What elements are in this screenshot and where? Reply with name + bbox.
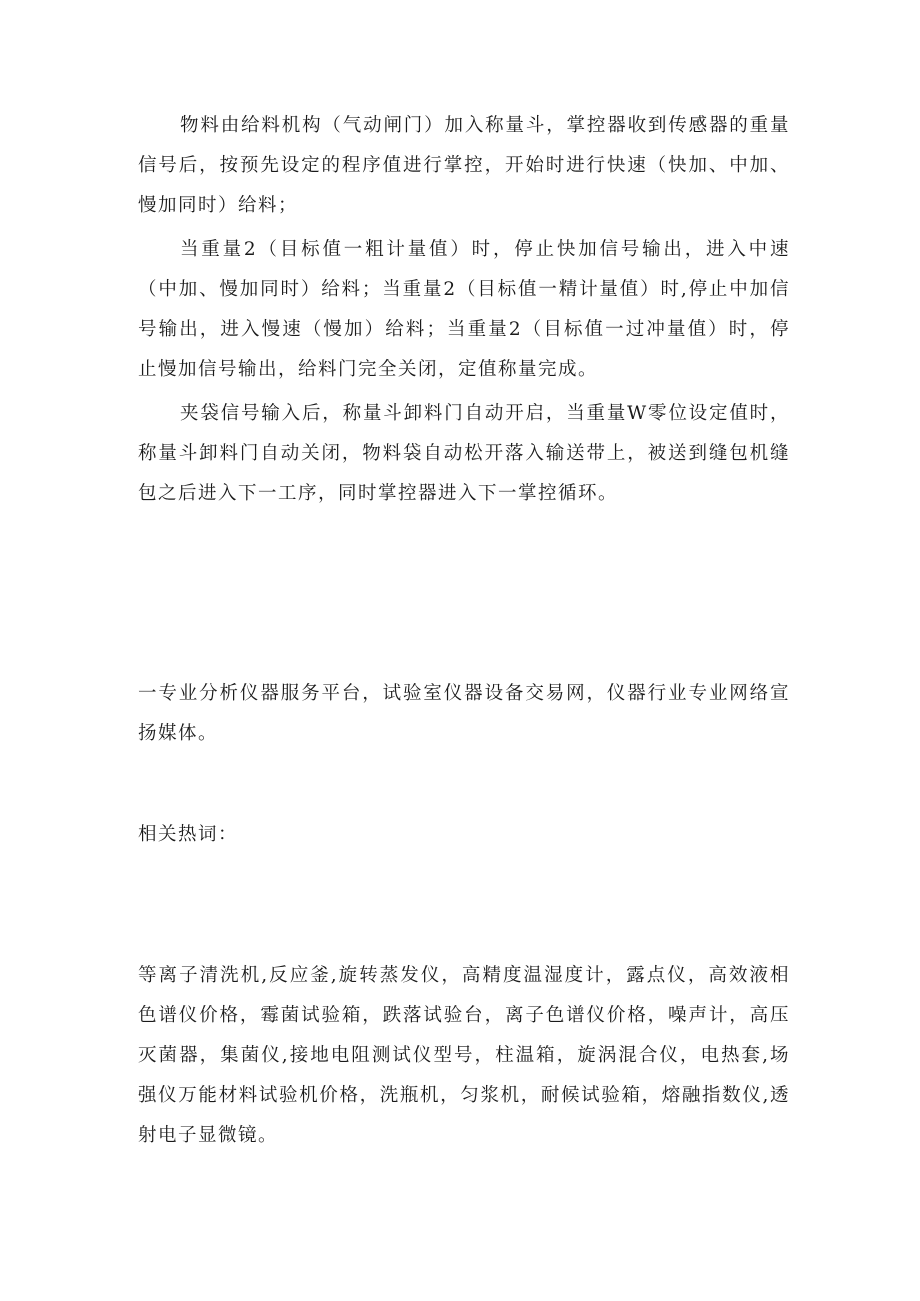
paragraph-feeding-process: 物料由给料机构（气动闸门）加入称量斗，掌控器收到传感器的重量信号后，按预先设定的程序值进行掌控，开始时进行快速（快加、中加、慢加同时）给料； — [138, 115, 790, 216]
paragraph-weighing-stages: 当重量2（目标值一粗计量值）时，停止快加信号输出，进入中速（中加、慢加同时）给料；当重量2（目标值一精计量值）时,停止中加信号输出，进入慢速（慢加）给料；当重量2（目标值一过冲量值）时，停止慢加信号输出，给料门完全关闭，定值称量完成。 — [138, 239, 790, 380]
paragraph-bag-discharge: 夹袋信号输入后，称量斗卸料门自动开启，当重量W零位设定值时，称量斗卸料门自动关闭，物料袋自动松开落入输送带上，被送到缝包机缝包之后进入下一工序，同时掌控器进入下一掌控循环。 — [138, 403, 790, 504]
paragraph-platform-intro: 一专业分析仪器服务平台，试验室仪器设备交易网，仪器行业专业网络宣扬媒体。 — [138, 683, 790, 744]
related-keywords-heading: 相关热词： — [138, 824, 239, 845]
related-keywords-list: 等离子清洗机,反应釜,旋转蒸发仪，高精度温湿度计，露点仪，高效液相色谱仪价格，霉菌试验箱，跌落试验台，离子色谱仪价格，噪声计，高压灭菌器，集菌仪,接地电阻测试仪型号，柱温箱，旋涡混合仪，电热套,场强仪万能材料试验机价格，洗瓶机，匀浆机，耐候试验箱，熔融指数仪,透射电子显微镜。 — [138, 965, 790, 1146]
